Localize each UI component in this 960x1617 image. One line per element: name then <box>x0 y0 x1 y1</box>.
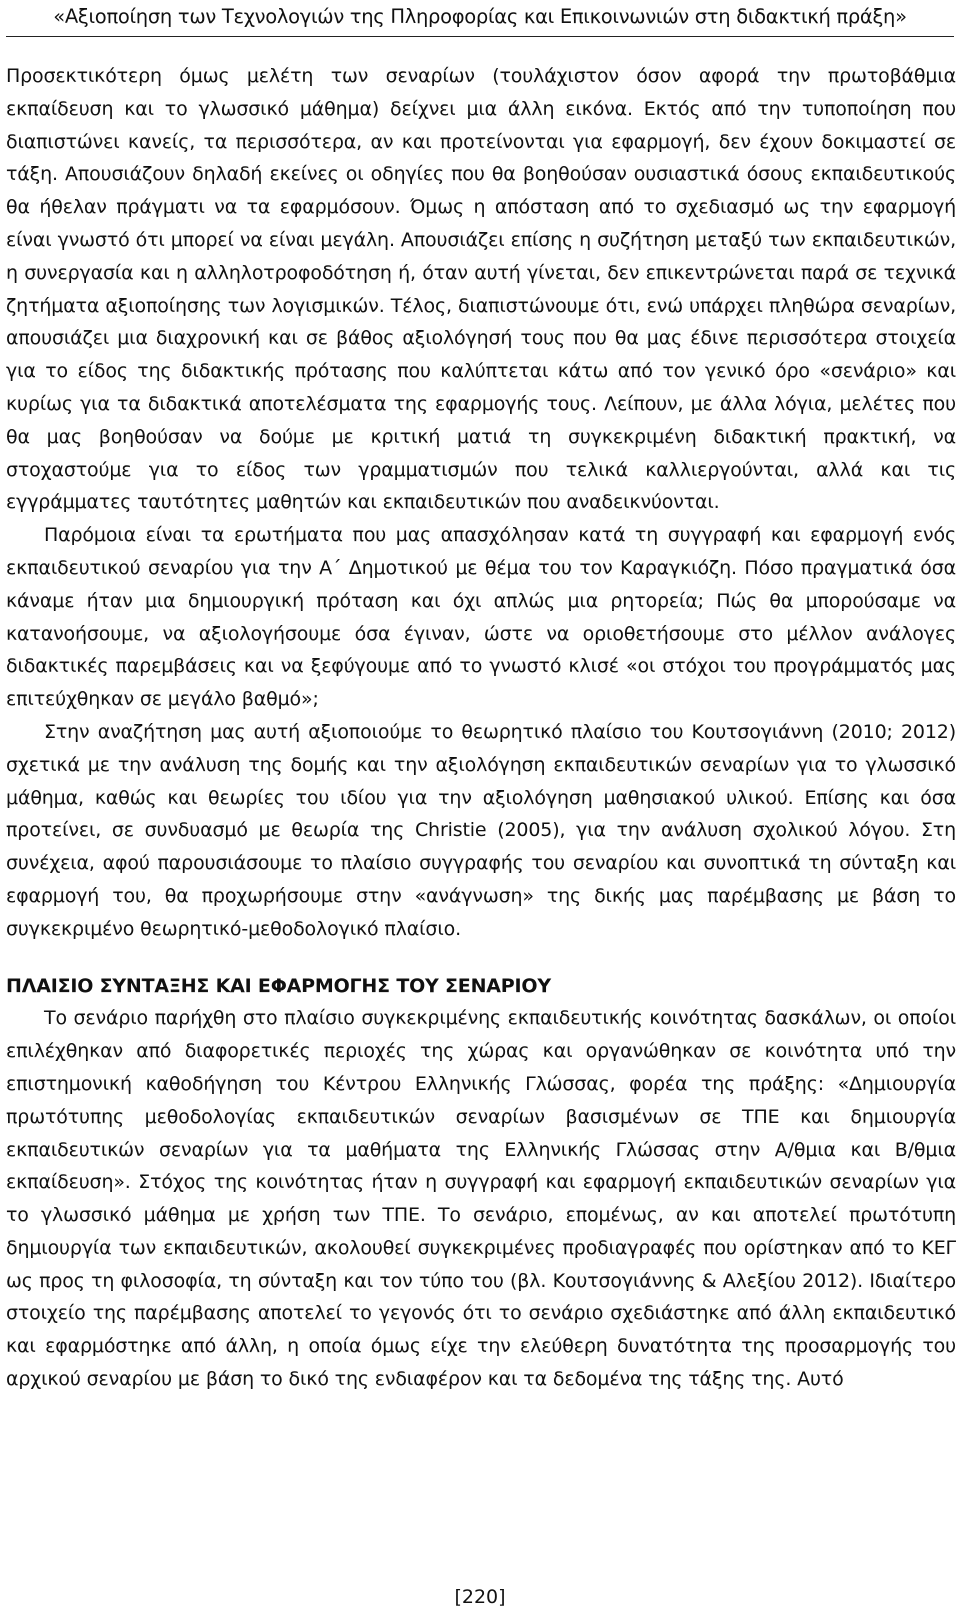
section-heading: ΠΛΑΙΣΙΟ ΣΥΝΤΑΞΗΣ ΚΑΙ ΕΦΑΡΜΟΓΗΣ ΤΟΥ ΣΕΝΑΡΙΟΥ <box>6 974 551 997</box>
paragraph-1: Προσεκτικότερη όμως μελέτη των σεναρίων (τουλάχιστον όσον αφορά την πρωτοβάθμια εκπαίδευση και το γλωσσικό μάθημα) δείχνει μια άλλη εικόνα. Εκτός από την τυποποίηση που διαπιστώνει κανείς, τα περισσότερα, αν και προτείνονται για εφαρμογή, δεν έχουν δοκιμαστεί σε τάξη. Απουσιάζουν δηλαδή εκείνες οι οδηγίες που θα βοηθούσαν ουσιαστικά όσους εκπαιδευτικούς θα ήθελαν πράγματι να τα εφαρμόσουν. Όμως η απόσταση από το σχεδιασμό ως την εφαρμογή είναι γνωστό ότι μπορεί να είναι μεγάλη. Απουσιάζει επίσης η συζήτηση μεταξύ των εκπαιδευτικών, η συνεργασία και η αλληλοτροφοδότηση ή, όταν αυτή γίνεται, δεν επικεντρώνεται παρά σε τεχνικά ζητήματα αξιοποίησης των λογισμικών. Τέλος, διαπιστώνουμε ότι, ενώ υπάρχει πληθώρα σεναρίων, απουσιάζει μια διαχρονική και σε βάθος αξιολόγησή τους που θα μας έδινε περισσότερα στοιχεία για το είδος της διδακτικής πρότασης που καλύπτεται κάτω από τον γενικό όρο «σενάριο» και κυρίως για τα διδακτικά αποτελέσματα της εφαρμογής τους. Λείπουν, με άλλα λόγια, μελέτες που θα μας βοηθούσαν να δούμε με κριτική ματιά τη συγκεκριμένη διδακτική πρακτική, να στοχαστούμε για το είδος των γραμματισμών που τελικά καλλιεργούνται, αλλά και τις εγγράμματες ταυτότητες μαθητών και εκπαιδευτικών που αναδεικνύονται. <box>6 65 956 514</box>
paragraph-4: Το σενάριο παρήχθη στο πλαίσιο συγκεκριμένης εκπαιδευτικής κοινότητας δασκάλων, οι οποίοι επιλέχθηκαν από διαφορετικές περιοχές της χώρας και οργανώθηκαν σε κοινότητα υπό την επιστημονική καθοδήγηση του Κέντρου Ελληνικής Γλώσσας, φορέα της πράξης: «Δημιουργία πρωτότυπης μεθοδολογίας εκπαιδευτικών σεναρίων βασισμένων σε ΤΠΕ και δημιουργία εκπαιδευτικών σεναρίων για τα μαθήματα της Ελληνικής Γλώσσας στην Α/θμια και Β/θμια εκπαίδευση». Στόχος της κοινότητας ήταν η συγγραφή και εφαρμογή εκπαιδευτικών σεναρίων για το γλωσσικό μάθημα με χρήση των ΤΠΕ. Το σενάριο, επομένως, αν και αποτελεί πρωτότυπη δημιουργία των εκπαιδευτικών, ακολουθεί συγκεκριμένες προδιαγραφές που ορίστηκαν από το ΚΕΓ ως προς τη φιλοσοφία, τη σύνταξη και τον τύπο του (βλ. Κουτσογιάννης & Αλεξίου 2012). Ιδιαίτερο στοιχείο της παρέμβασης αποτελεί το γεγονός ότι το σενάριο σχεδιάστηκε από άλλη εκπαιδευτικό και εφαρμόστηκε από άλλη, η οποία όμως είχε την ελεύθερη δυνατότητα της προσαρμογής του αρχικού σεναρίου με βάση το δικό της ενδιαφέρον και τα δεδομένα της τάξης της. Αυτό <box>6 1007 956 1391</box>
running-header: «Αξιοποίηση των Τεχνολογιών της Πληροφορίας και Επικοινωνιών στη διδακτική πράξη» <box>53 5 907 28</box>
paragraph-3: Στην αναζήτηση μας αυτή αξιοποιούμε το θεωρητικό πλαίσιο του Κουτσογιάννη (2010; 2012) σχετικά με την ανάλυση της δομής και την αξιολόγηση εκπαιδευτικών σεναρίων για το γλωσσικό μάθημα, καθώς και θεωρίες του ιδίου για την αξιολόγηση μαθησιακού υλικού. Επίσης και όσα προτείνει, σε συνδυασμό με θεωρία της Christie (2005), για την ανάλυση σχολικού λόγου. Στη συνέχεια, αφού παρουσιάσουμε το πλαίσιο συγγραφής του σεναρίου και συνοπτικά τη σύνταξη και εφαρμογή του, θα προχωρήσουμε στην «ανάγνωση» της δικής μας παρέμβασης με βάση το συγκεκριμένο θεωρητικό-μεθοδολογικό πλαίσιο. <box>6 720 956 940</box>
body-text <box>6 60 956 1396</box>
header-divider <box>6 36 954 37</box>
page-number: [220] <box>454 1586 506 1608</box>
paragraph-2: Παρόμοια είναι τα ερωτήματα που μας απασχόλησαν κατά τη συγγραφή και εφαρμογή ενός εκπαιδευτικού σεναρίου για την Α΄ Δημοτικού με θέμα του τον Καραγκιόζη. Πόσο πραγματικά όσα κάναμε ήταν μια δημιουργική πρόταση και όχι απλώς μια ρητορεία; Πώς θα μπορούσαμε να κατανοήσουμε, να αξιολογήσουμε όσα έγιναν, ώστε να οριοθετήσουμε στο μέλλον ανάλογες διδακτικές παρεμβάσεις και να ξεφύγουμε από το γνωστό κλισέ «οι στόχοι του προγράμματός μας επιτεύχθηκαν σε μεγάλο βαθμό»; <box>6 524 956 711</box>
